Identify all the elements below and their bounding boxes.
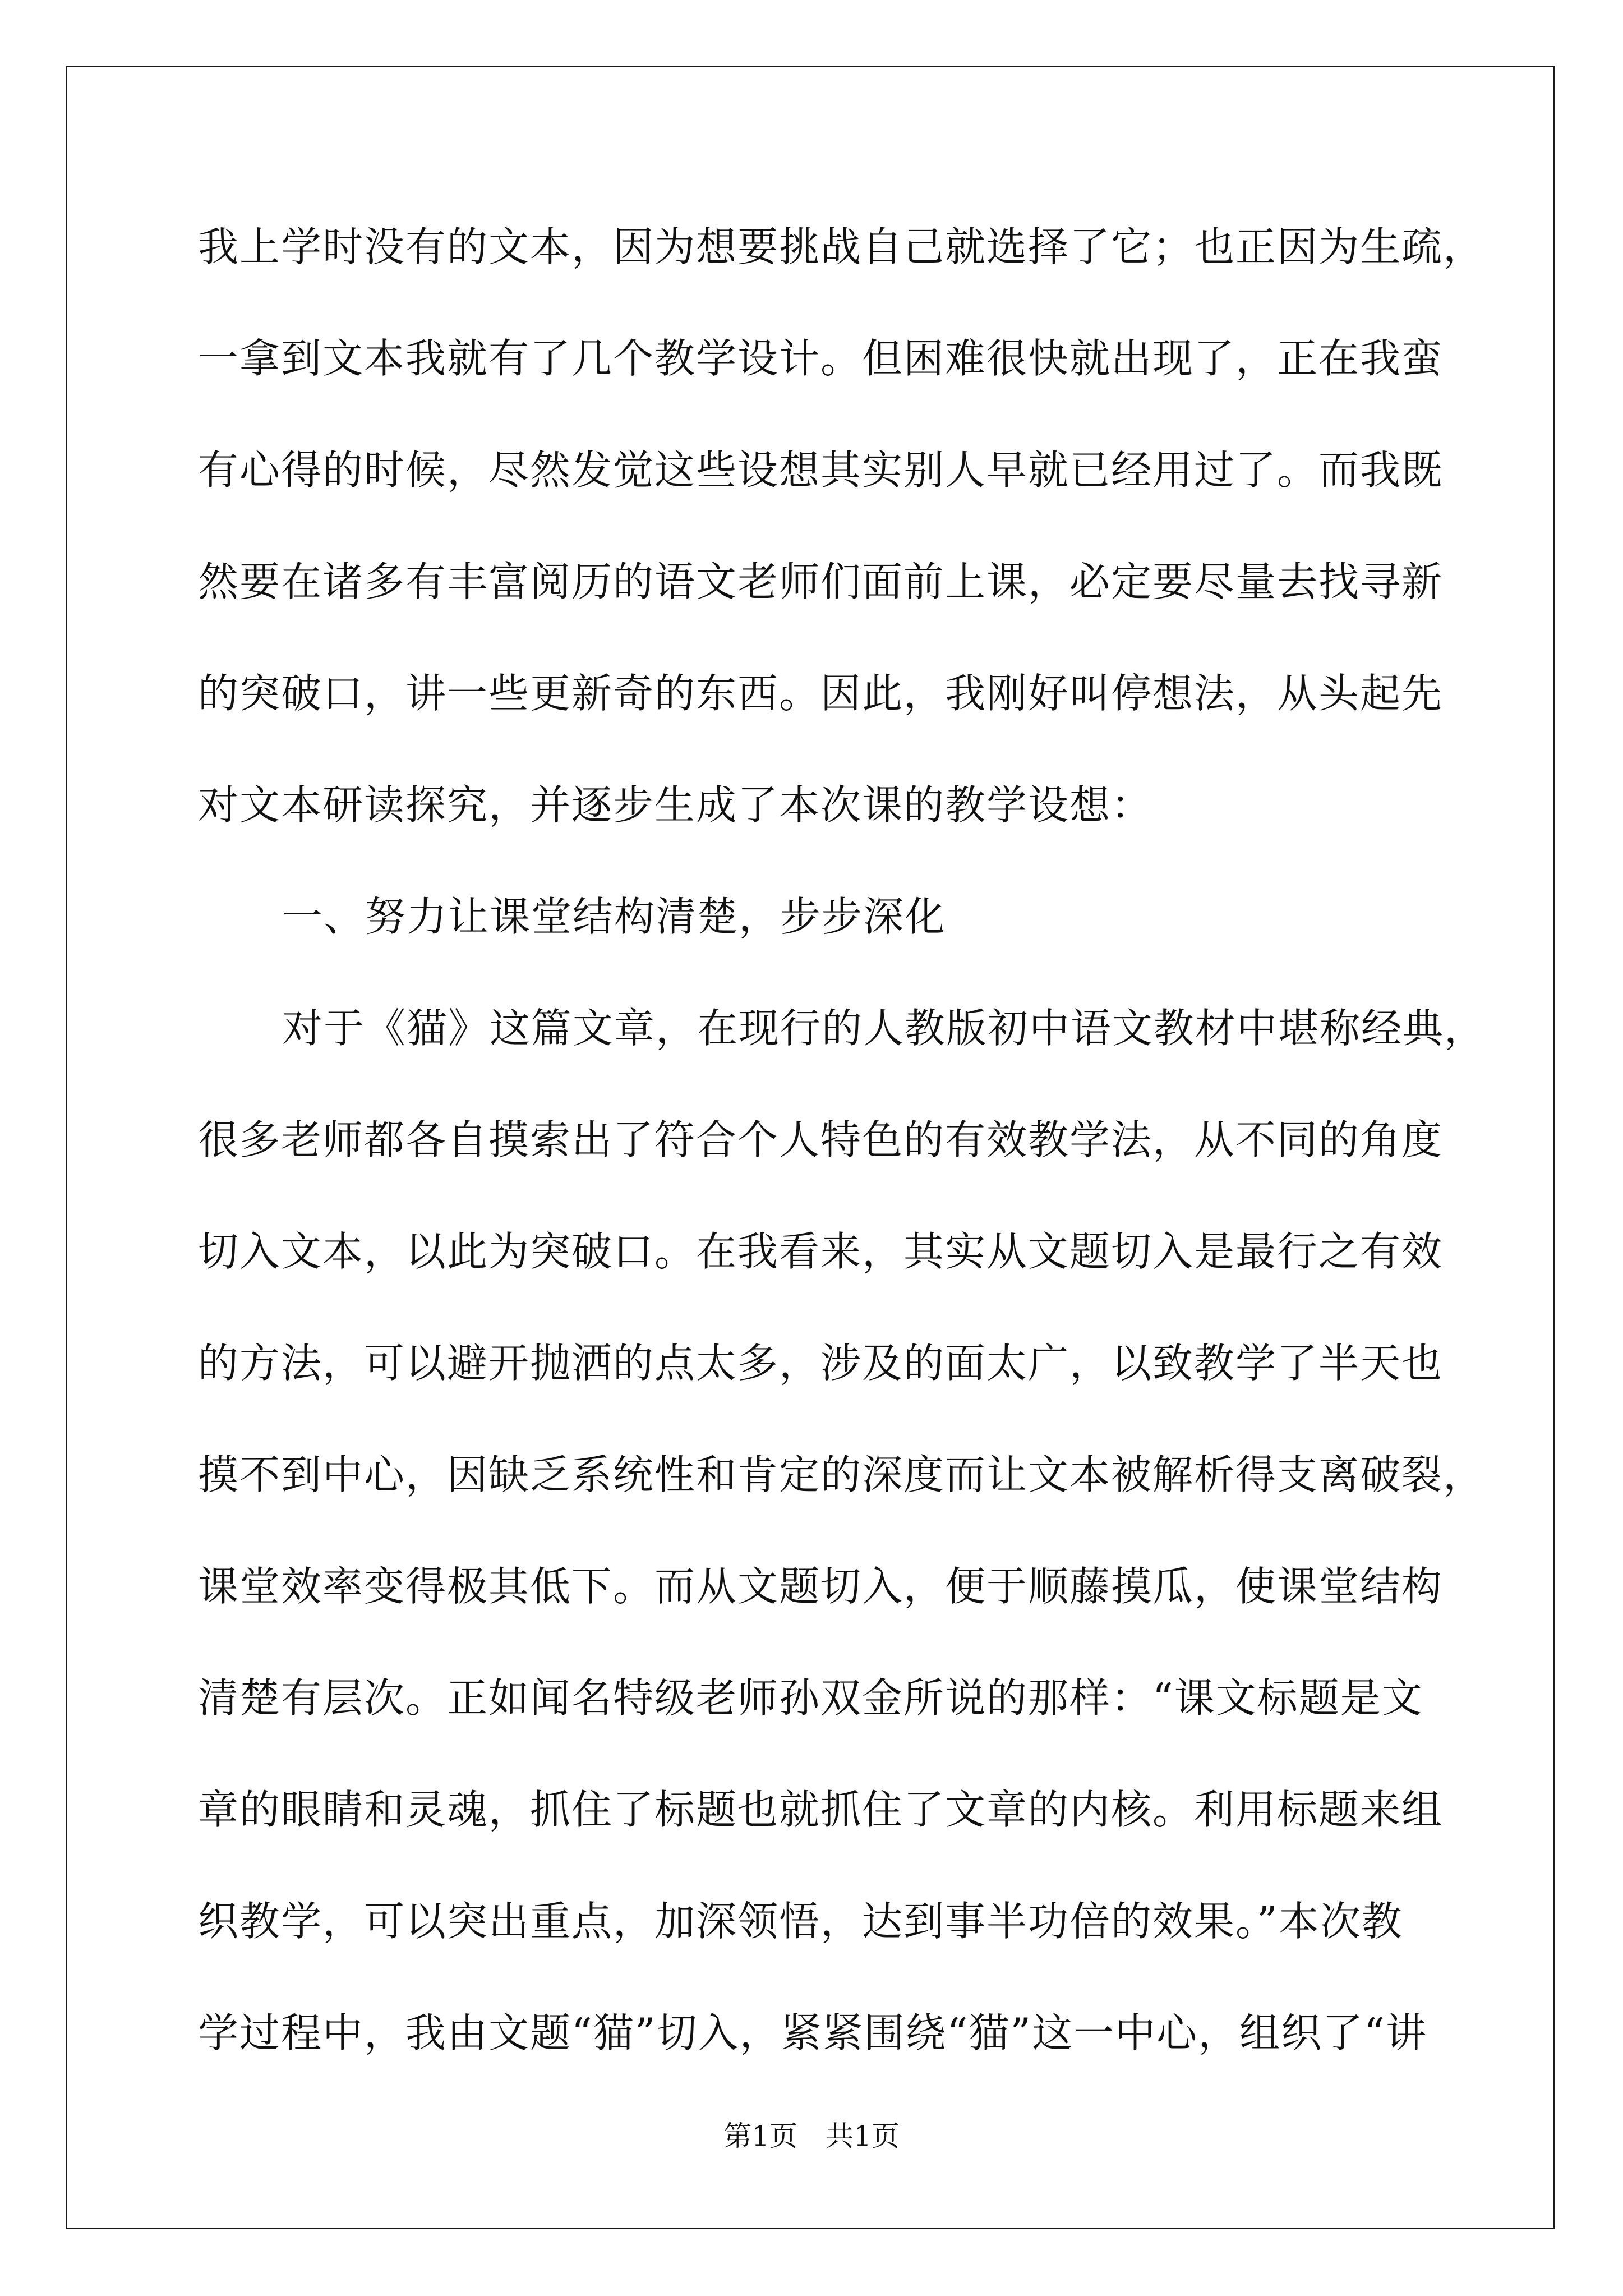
text-line: 对文本研读探究，并逐步生成了本次课的教学设想： [198, 781, 1153, 829]
text-line: 学过程中，我由文题“猫”切入，紧紧围绕“猫”这一中心，组织了“讲 [198, 2009, 1428, 2056]
body-text [198, 213, 1486, 2111]
text-line: 清楚有层次。正如闻名特级老师孙双金所说的那样：“课文标题是文 [198, 1674, 1423, 1722]
text-line: 对于《猫》这篇文章，在现行的人教版初中语文教材中堪称经典， [282, 1005, 1486, 1052]
page-number-total: 共1页 [826, 2120, 900, 2152]
text-line: 一拿到文本我就有了几个教学设计。但困难很快就出现了，正在我蛮 [198, 335, 1444, 382]
text-line: 的突破口，讲一些更新奇的东西。因此，我刚好叫停想法，从头起先 [198, 670, 1444, 717]
text-line: 的方法，可以避开抛洒的点太多，涉及的面太广，以致教学了半天也 [198, 1340, 1444, 1387]
text-line: 摸不到中心，因缺乏系统性和肯定的深度而让文本被解析得支离破裂， [198, 1451, 1485, 1498]
text-line: 课堂效率变得极其低下。而从文题切入，便于顺藤摸瓜，使课堂结构 [198, 1563, 1444, 1610]
text-line: 织教学，可以突出重点，加深领悟，达到事半功倍的效果。”本次教 [198, 1898, 1403, 1945]
page-footer [0, 2119, 1623, 2153]
text-line: 有心得的时候，尽然发觉这些设想其实别人早就已经用过了。而我既 [198, 447, 1444, 494]
text-line: 一、努力让课堂结构清楚，步步深化 [282, 893, 947, 940]
text-line: 我上学时没有的文本，因为想要挑战自己就选择了它；也正因为生疏， [198, 223, 1485, 270]
text-line: 切入文本，以此为突破口。在我看来，其实从文题切入是最行之有效 [198, 1228, 1444, 1275]
page-number-current: 第1页 [723, 2120, 797, 2152]
text-line: 章的眼睛和灵魂，抓住了标题也就抓住了文章的内核。利用标题来组 [198, 1786, 1444, 1833]
text-line: 然要在诸多有丰富阅历的语文老师们面前上课，必定要尽量去找寻新 [198, 558, 1444, 605]
text-line: 很多老师都各自摸索出了符合个人特色的有效教学法，从不同的角度 [198, 1116, 1444, 1163]
